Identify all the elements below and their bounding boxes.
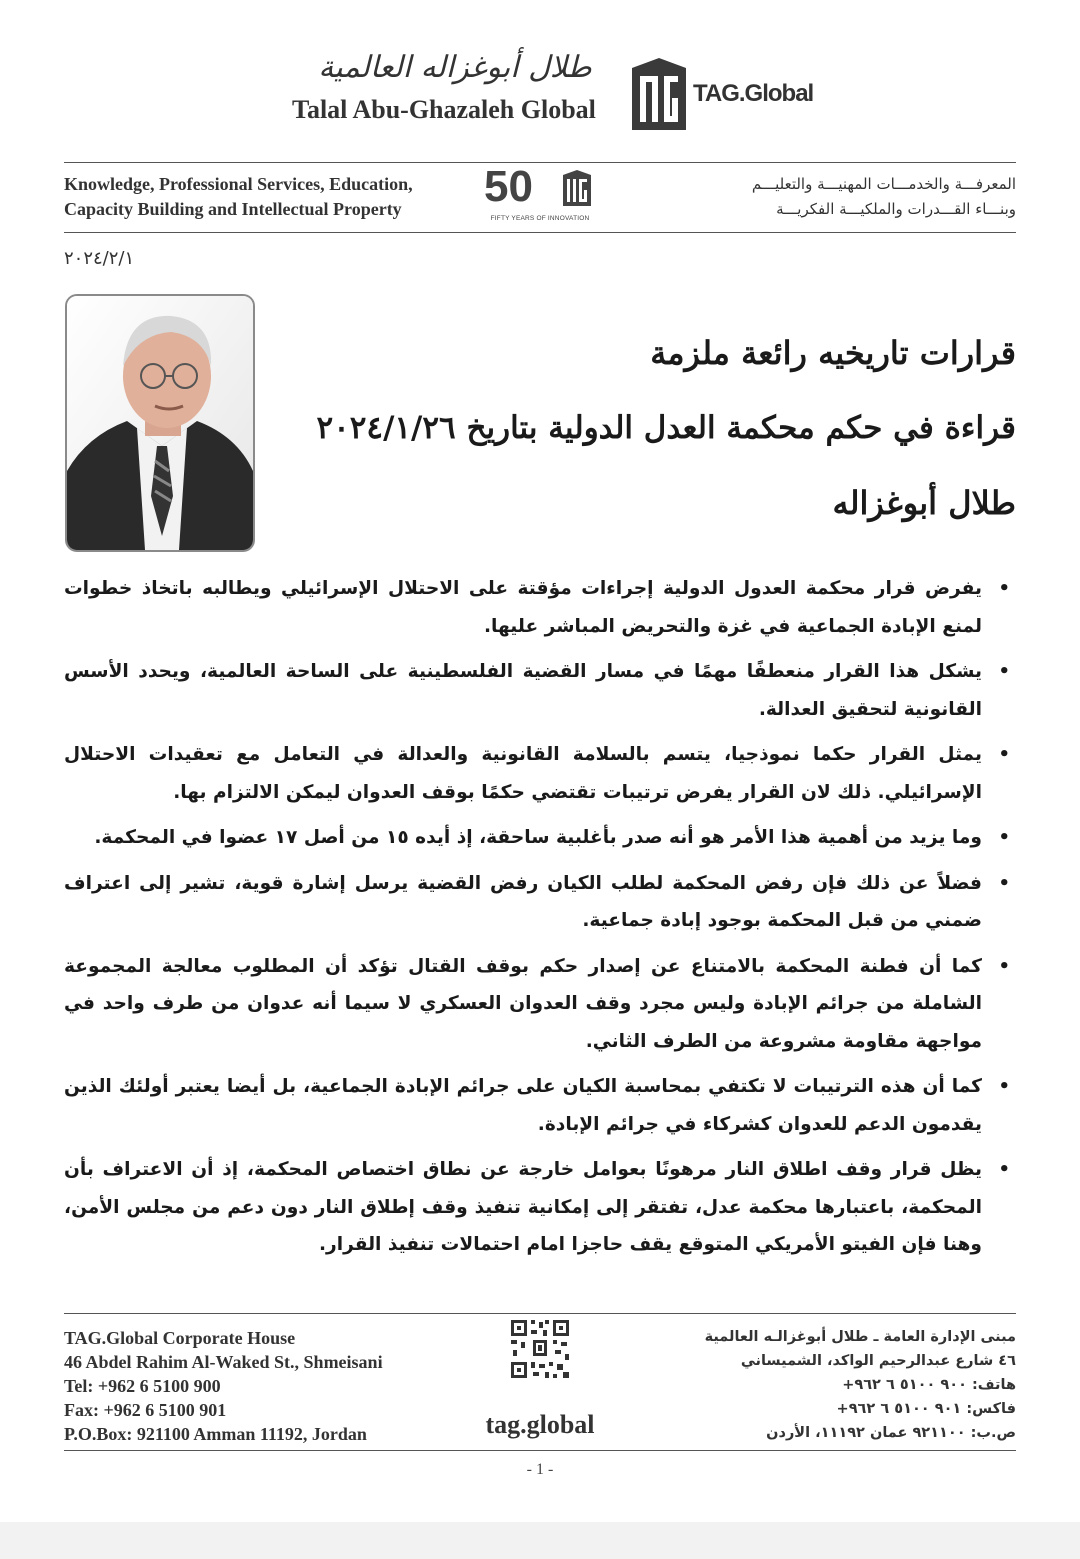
tagline-en-line: Capacity Building and Intellectual Property xyxy=(64,199,402,219)
tag-global-brand: TAG.Global xyxy=(693,80,814,107)
footer-ar-line: ص.ب: ٩٢١١٠٠ عمان ١١١٩٢، الأردن xyxy=(766,1425,1016,1441)
bullet-text: كما أن فطنة المحكمة بالامتناع عن إصدار حكم بوقف القتال تؤكد أن المطلوب معالجة المجموعة الشاملة من جرائم الإبادة وليس مجرد وقف العدوان العسكري لا سيما أنه عدوان من طرف واحد في مواجهة مقاومة مشروعة من الطرف الثاني. xyxy=(64,955,982,1052)
footer-divider-bottom xyxy=(64,1450,1016,1451)
headline-title: قرارات تاريخيه رائعة ملزمة xyxy=(650,334,1016,372)
footer-address-english xyxy=(64,1326,383,1446)
bullet-dot-icon: • xyxy=(998,1159,1010,1180)
bullet-dot-icon: • xyxy=(998,955,1010,977)
footer-en-line: 46 Abdel Rahim Al-Waked St., Shmeisani xyxy=(64,1352,383,1372)
page-number: - 1 - xyxy=(526,1461,554,1478)
tagline-ar-line: المعرفـــة والخدمـــات المهنيـــة والتعليـــم xyxy=(751,175,1016,193)
document-date: ٢٠٢٤/٢/١ xyxy=(64,248,135,269)
footer-ar-line: مبنى الإدارة العامة ـ طلال أبوغزالـه العالمية xyxy=(704,1329,1016,1345)
bullet-text: وما يزيد من أهمية هذا الأمر هو أنه صدر بأغلبية ساحقة، إذ أيده ١٥ من أصل ١٧ عضوا في المحكمة. xyxy=(94,827,982,848)
footer-ar-line: فاكس: ٩٠١ ٥١٠٠ ٦ ٩٦٢+ xyxy=(836,1401,1016,1417)
bullet-dot-icon: • xyxy=(998,578,1010,599)
bullet-text: يمثل القرار حكما نموذجيا، يتسم بالسلامة القانونية والعدالة في التعامل مع تعقيدات الاحتلال الإسرائيلي. ذلك لان القرار يفرض ترتيبات تقتضي حكمًا بوقف العدوان ليمكن الالتزام بها. xyxy=(64,744,982,803)
bullet-dot-icon: • xyxy=(998,661,1010,682)
header-divider-bottom xyxy=(64,232,1016,233)
bullet-item xyxy=(64,865,1016,940)
portrait-icon xyxy=(67,296,253,550)
tag-logo-icon xyxy=(630,56,688,132)
bullet-text: يظل قرار وقف اطلاق النار مرهونًا بعوامل خارجة عن نطاق اختصاص المحكمة، إذ أن الاعتراف بأن المحكمة، باعتبارها محكمة عدل، تفتقر إلى إمكانية تنفيذ وقف إطلاق النار دون دعم من مجلس الأمن، وهنا فإن الفيتو الأمريكي المتوقع يقف حاجزا امام احتمالات تنفيذ القرار. xyxy=(64,1159,982,1255)
bullet-item xyxy=(64,1151,1016,1264)
footer-ar-line: هاتف: ٩٠٠ ٥١٠٠ ٦ ٩٦٢+ xyxy=(842,1377,1016,1393)
bullet-item xyxy=(64,653,1016,728)
tagline-arabic xyxy=(616,172,1016,222)
bullet-text: فضلاً عن ذلك فإن رفض المحكمة لطلب الكيان رفض القضية يرسل إشارة قوية، تشير إلى اعتراف ضمني من قبل المحكمة بوجود إبادة جماعية. xyxy=(64,872,982,931)
qr-code-icon xyxy=(509,1318,571,1380)
latin-logo-text: Talal Abu-Ghazaleh Global xyxy=(292,95,596,124)
bullet-item xyxy=(64,948,1016,1061)
bullet-item xyxy=(64,570,1016,645)
fifty-number: 50 xyxy=(484,162,533,211)
tagline-en-line: Knowledge, Professional Services, Education, xyxy=(64,174,413,194)
bullet-item xyxy=(64,819,1016,857)
footer-en-line: P.O.Box: 921100 Amman 11192, Jordan xyxy=(64,1424,367,1444)
bullet-dot-icon: • xyxy=(998,872,1010,894)
author-name: طلال أبوغزاله xyxy=(832,484,1016,522)
footer-en-line: Tel: +962 6 5100 900 xyxy=(64,1376,221,1396)
bullet-item xyxy=(64,736,1016,811)
arabic-logo-text: طلال أبوغزاله العالمية xyxy=(318,50,592,85)
footer-ar-line: ٤٦ شارع عبدالرحيم الواكد، الشميساني xyxy=(740,1353,1016,1369)
tagline-english xyxy=(64,172,464,222)
fifty-years-logo xyxy=(484,163,596,227)
headline-subtitle: قراءة في حكم محكمة العدل الدولية بتاريخ ٢٠٢٤/١/٢٦ xyxy=(316,410,1016,446)
bullet-item xyxy=(64,1068,1016,1143)
bullet-list xyxy=(64,570,1016,1272)
footer-en-line: Fax: +962 6 5100 901 xyxy=(64,1400,227,1420)
author-photo xyxy=(65,294,255,552)
website-link[interactable]: tag.global xyxy=(485,1410,595,1439)
tag-small-logo-icon xyxy=(562,169,592,207)
tagline-ar-line: وبنـــاء القـــدرات والملكيـــة الفكريـــة xyxy=(776,200,1016,218)
bullet-text: يفرض قرار محكمة العدول الدولية إجراءات مؤقتة على الاحتلال الإسرائيلي ويطالبه باتخاذ خطوات لمنع الإبادة الجماعية في غزة والتحريض المباشر عليها. xyxy=(64,578,982,637)
bullet-text: كما أن هذه الترتيبات لا تكتفي بمحاسبة الكيان على جرائم الإبادة الجماعية، بل أيضا يعتبر أولئك الذين يقدمون الدعم للعدوان كشركاء في جرائم الإبادة. xyxy=(64,1076,982,1135)
fifty-caption: FIFTY YEARS OF INNOVATION xyxy=(490,215,590,222)
bullet-text: يشكل هذا القرار منعطفًا مهمًا في مسار القضية الفلسطينية على الساحة العالمية، ويحدد الأسس القانونية لتحقيق العدالة. xyxy=(64,661,982,720)
bullet-dot-icon: • xyxy=(998,827,1010,848)
footer-en-line: TAG.Global Corporate House xyxy=(64,1328,296,1348)
bullet-dot-icon: • xyxy=(998,1076,1010,1097)
bullet-dot-icon: • xyxy=(998,744,1010,765)
footer-address-arabic xyxy=(656,1325,1016,1445)
footer-divider-top xyxy=(64,1313,1016,1314)
